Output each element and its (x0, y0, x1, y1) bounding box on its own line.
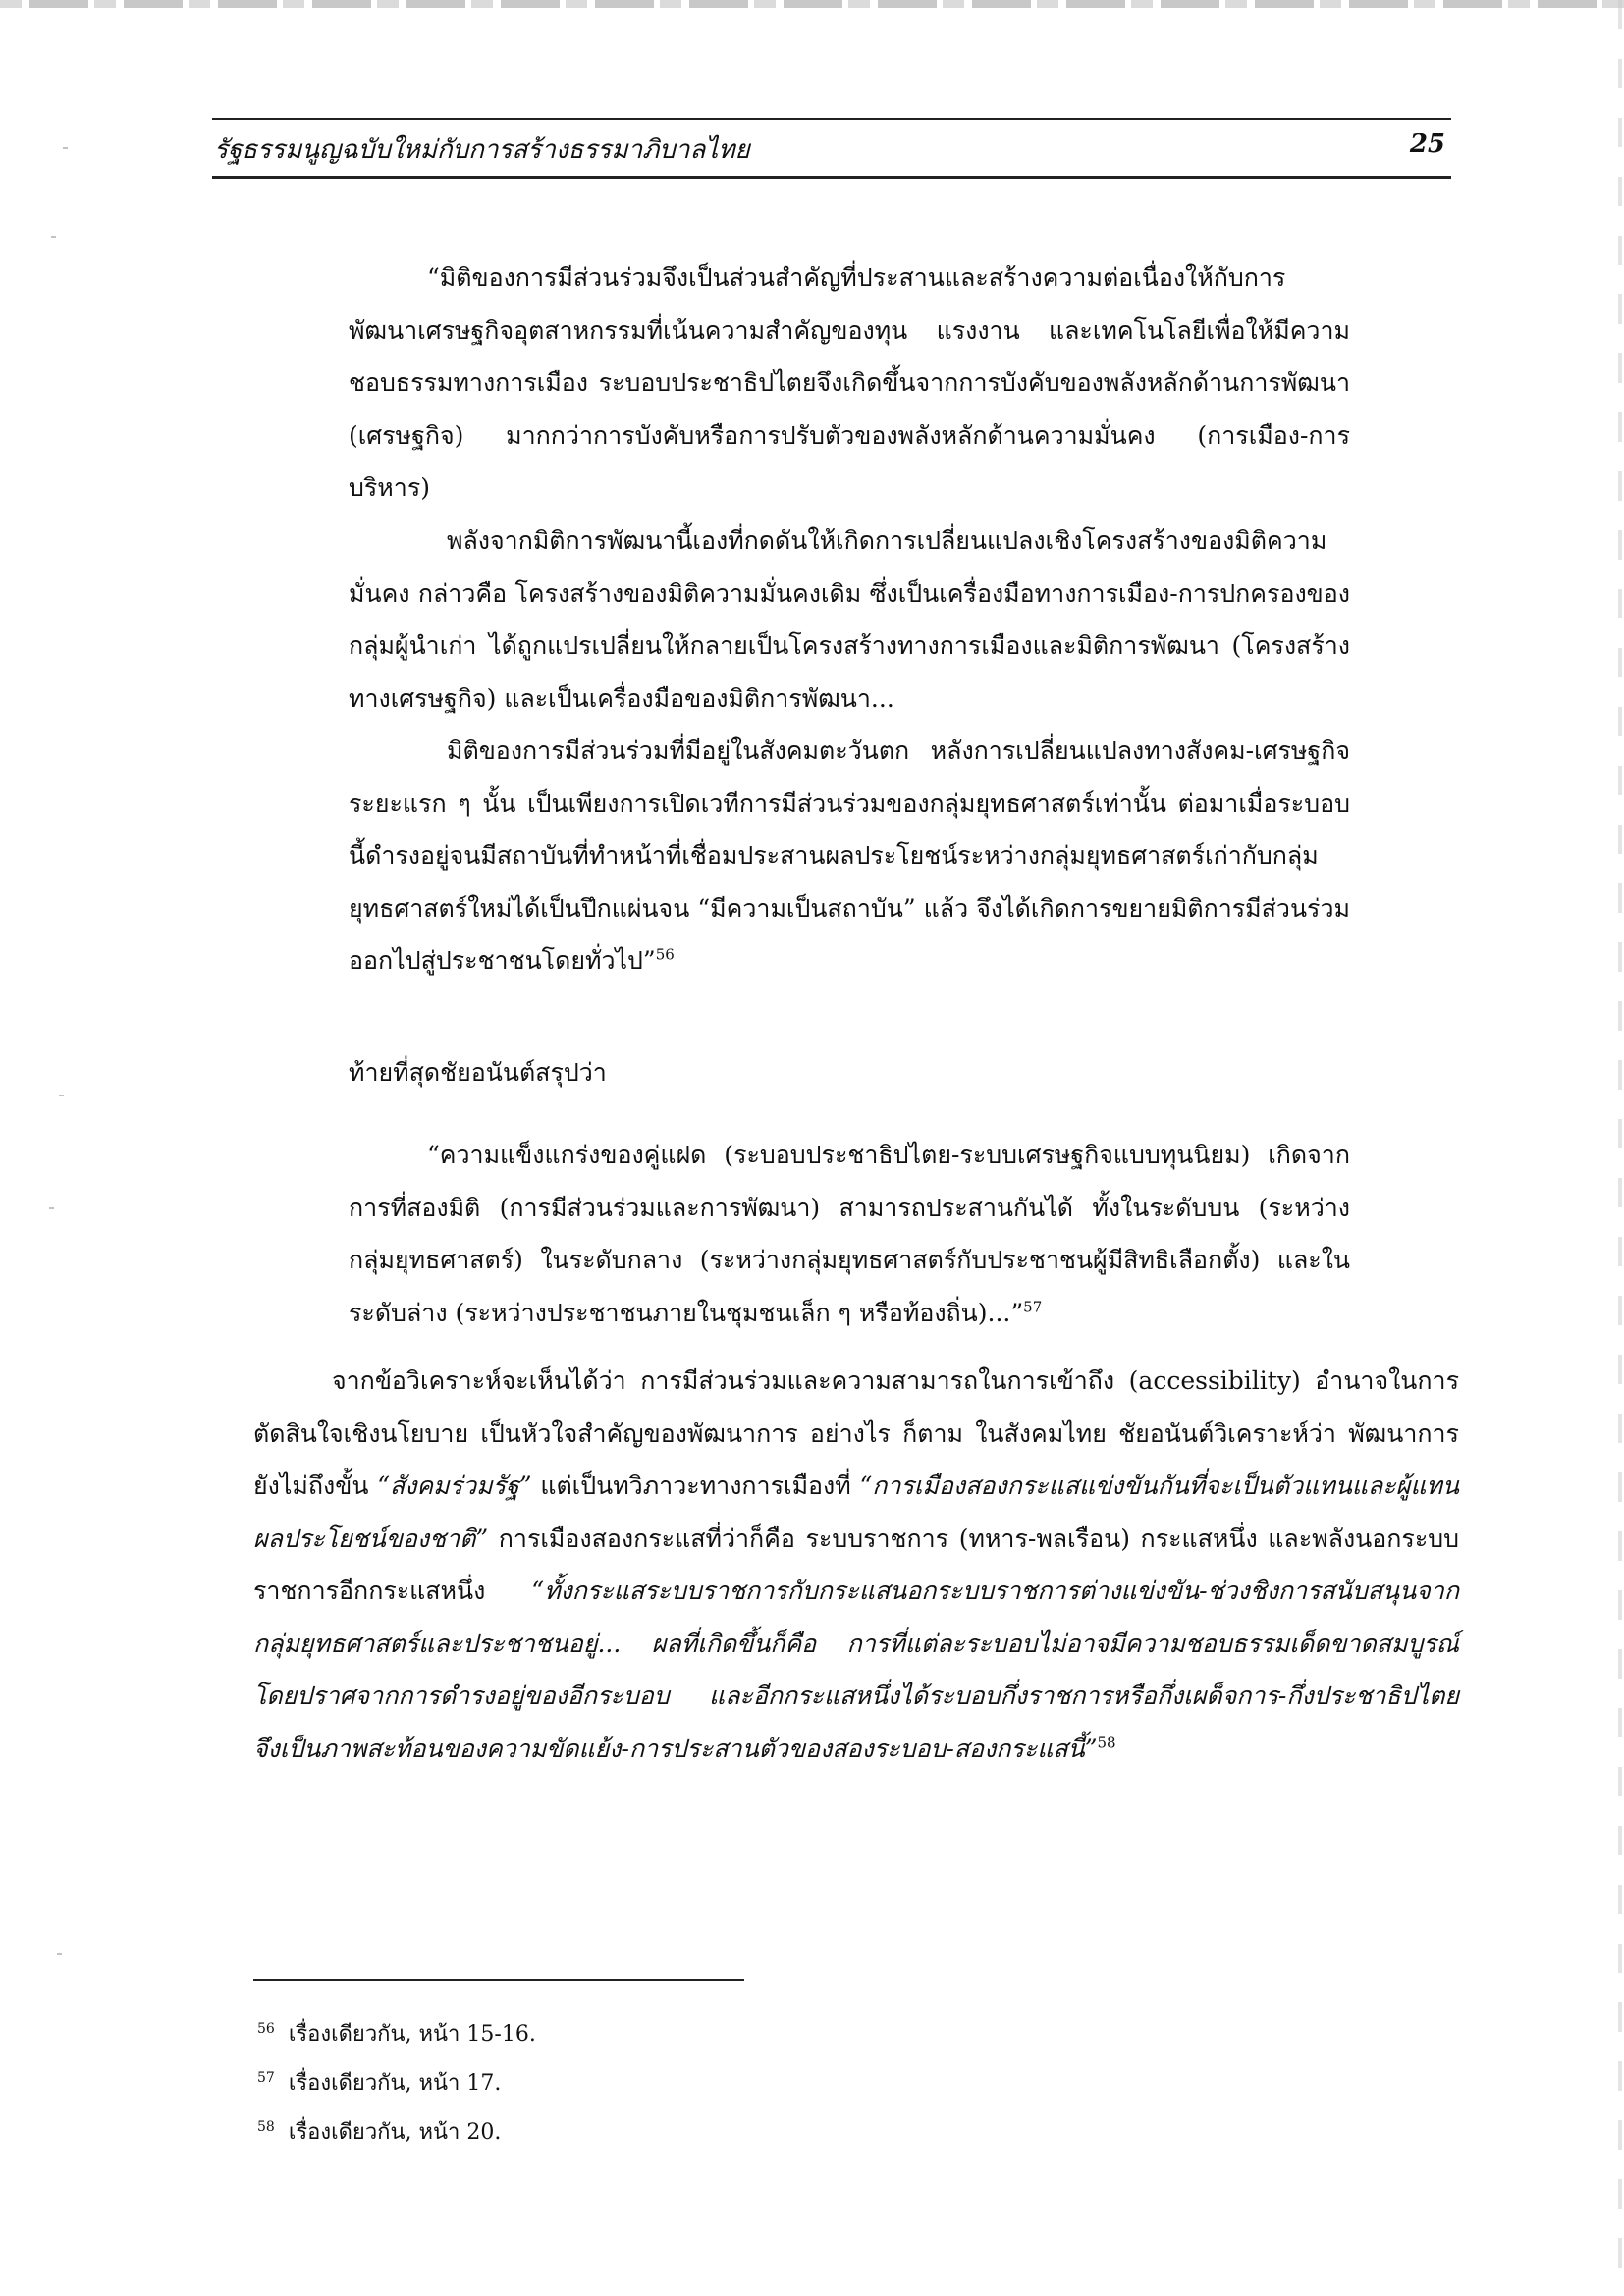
footnote-number: 56 (257, 2020, 275, 2037)
header-title: รัฐธรรมนูญฉบับใหม่กับการสร้างธรรมาภิบาลไทย (214, 135, 750, 165)
main-italic-1: “สังคมร่วมรัฐ” (377, 1471, 532, 1500)
quote-paragraph-1: “มิติของการมีส่วนร่วมจึงเป็นส่วนสำคัญที่ประสานและสร้างความต่อเนื่องให้กับการพัฒนาเศรษฐกิจอุตสาหกรรมที่เน้นความสำคัญของทุน แรงงาน และเทคโนโลยีเพื่อให้มีความชอบธรรมทางการเมือง ระบอบประชาธิปไตยจึงเกิดขึ้นจากการบังคับของพลังหลักด้านการพัฒนา (เศรษฐกิจ) มากกว่าการบังคับหรือการปรับตัวของพลังหลักด้านความมั่นคง (การเมือง-การบริหาร) (349, 263, 1350, 502)
footnote-ref-57[interactable]: 57 (1023, 1298, 1043, 1316)
quote-paragraph-2: พลังจากมิติการพัฒนานี้เองที่กดดันให้เกิดการเปลี่ยนแปลงเชิงโครงสร้างของมิติความมั่นคง กล่าวคือ โครงสร้างของมิติความมั่นคงเดิม ซึ่งเป็นเครื่องมือทางการเมือง-การปกครองของกลุ่มผู้นำเก่า ได้ถูกแปรเปลี่ยนให้กลายเป็นโครงสร้างทางการเมืองและมิติการพัฒนา (โครงสร้างทางเศรษฐกิจ) และเป็นเครื่องมือของมิติการพัฒนา... (349, 526, 1350, 713)
main-italic-2: “การเมืองสองกระแสแข่งขันกันที่จะเป็นตัวแทนและผู้แทนผลประโยชน์ของชาติ” (253, 1471, 1459, 1553)
page-number: 25 (1409, 130, 1445, 159)
scan-speck (51, 236, 56, 238)
footnote-ref-56[interactable]: 56 (655, 945, 675, 964)
summary-lead: ท้ายที่สุดชัยอนันต์สรุปว่า (349, 1058, 607, 1087)
main-text-1: จากข้อวิเคราะห์จะเห็นได้ว่า การมีส่วนร่วมและความสามารถในการเข้าถึง (accessibility) อำนาจในการตัดสินใจเชิงนโยบาย เป็นหัวใจสำคัญของพัฒนาการ อย่างไร ก็ตาม ในสังคมไทย ชัยอนันต์วิเคราะห์ว่า พัฒนาการยังไม่ถึงขั้น (253, 1366, 1459, 1500)
main-text-2: แต่เป็นทวิภาวะทางการเมืองที่ (531, 1471, 860, 1500)
footnote-number: 57 (257, 2069, 275, 2086)
main-paragraph (253, 1355, 1459, 1775)
quote-twin-text: “ความแข็งแกร่งของคู่แฝด (ระบอบประชาธิปไตย-ระบบเศรษฐกิจแบบทุนนิยม) เกิดจากการที่สองมิติ (การมีส่วนร่วมและการพัฒนา) สามารถประสานกันได้ ทั้งในระดับบน (ระหว่างกลุ่มยุทธศาสตร์) ในระดับกลาง (ระหว่างกลุ่มยุทธศาสตร์กับประชาชนผู้มีสิทธิเลือกตั้ง) และในระดับล่าง (ระหว่างประชาชนภายในชุมชนเล็ก ๆ หรือท้องถิ่น)...” (349, 1141, 1350, 1327)
main-text-3: การเมืองสองกระแสที่ว่าก็คือ ระบบราชการ (ทหาร-พลเรือน) กระแสหนึ่ง และพลังนอกระบบราชการอีกกระแสหนึ่ง (253, 1523, 1459, 1605)
footnote-text: เรื่องเดียวกัน, หน้า 15-16. (288, 2022, 536, 2047)
scan-speck (59, 1095, 64, 1096)
footnote-text: เรื่องเดียวกัน, หน้า 20. (288, 2120, 502, 2145)
footnote-ref-58[interactable]: 58 (1097, 1734, 1116, 1752)
footnote-divider (253, 1979, 744, 1981)
footnote-text: เรื่องเดียวกัน, หน้า 17. (288, 2071, 502, 2096)
quote-paragraph-3 (349, 724, 1350, 988)
footnote-56 (257, 2016, 536, 2051)
footnote-57 (257, 2065, 501, 2100)
quote-paragraph-3-text: มิติของการมีส่วนร่วมที่มีอยู่ในสังคมตะวันตก หลังการเปลี่ยนแปลงทางสังคม-เศรษฐกิจระยะแรก ๆ นั้น เป็นเพียงการเปิดเวทีการมีส่วนร่วมของกลุ่มยุทธศาสตร์เท่านั้น ต่อมาเมื่อระบอบนี้ดำรงอยู่จนมีสถาบันที่ทำหน้าที่เชื่อมประสานผลประโยชน์ระหว่างกลุ่มยุทธศาสตร์เก่ากับกลุ่มยุทธศาสตร์ใหม่ได้เป็นปึกแผ่นจน “มีความเป็นสถาบัน” แล้ว จึงได้เกิดการขยายมิติการมีส่วนร่วมออกไปสู่ประชาชนโดยทั่วไป” (349, 736, 1350, 975)
running-header (212, 118, 1451, 179)
scan-speck (57, 1953, 62, 1955)
main-italic-3: “ทั้งกระแสระบบราชการกับกระแสนอกระบบราชการต่างแข่งขัน-ช่วงชิงการสนับสนุนจากกลุ่มยุทธศาสตร์และประชาชนอยู่... ผลที่เกิดขึ้นก็คือ การที่แต่ละระบอบไม่อาจมีความชอบธรรมเด็ดขาดสมบูรณ์ โดยปราศจากการดำรงอยู่ของอีกระบอบ และอีกกระแสหนึ่งได้ระบอบกึ่งราชการหรือกึ่งเผด็จการ-กึ่งประชาธิปไตย จึงเป็นภาพสะท้อนของความขัดแย้ง-การประสานตัวของสองระบอบ-สองกระแสนี้” (253, 1576, 1459, 1763)
scan-right-edge-artifact (1618, 0, 1622, 2296)
footnote-58 (257, 2114, 501, 2149)
scan-edge-artifact (0, 0, 1624, 8)
scan-speck (49, 1207, 54, 1209)
scan-speck (63, 147, 68, 149)
quote-paragraph-twin (349, 1129, 1350, 1339)
footnote-number: 58 (257, 2118, 275, 2135)
